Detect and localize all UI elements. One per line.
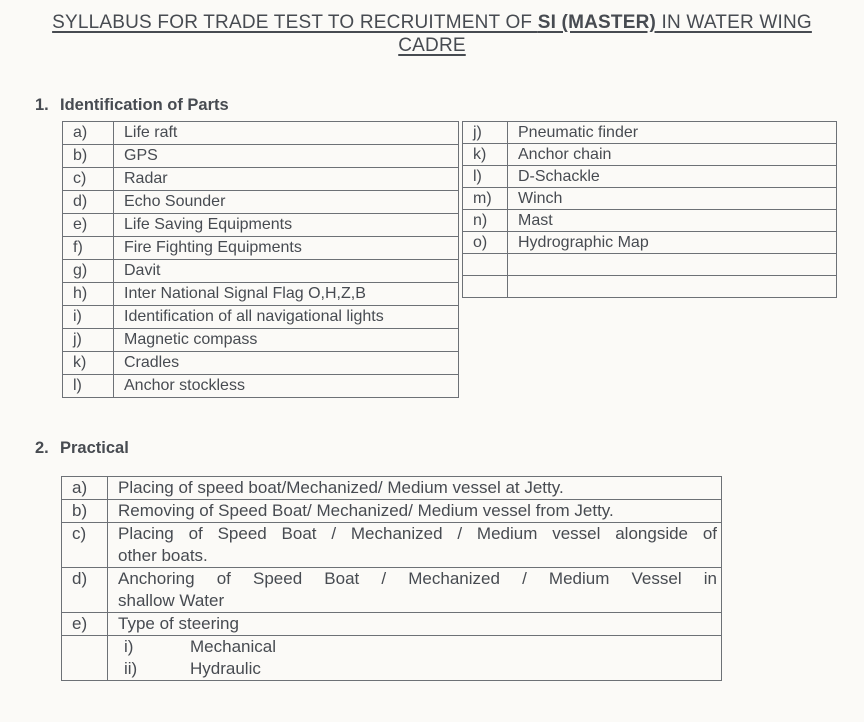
item-key-cell: j) — [463, 122, 508, 144]
item-label-cell — [108, 477, 722, 500]
practical-table — [61, 476, 722, 681]
table-row — [63, 237, 459, 260]
item-key-cell: d) — [63, 191, 114, 214]
item-key-cell: b) — [62, 500, 108, 523]
table-row — [63, 122, 459, 145]
sub-item — [118, 636, 717, 658]
table-row — [62, 523, 722, 568]
item-label-cell — [108, 500, 722, 523]
section-title: Practical — [60, 439, 129, 457]
item-key-cell: j) — [63, 329, 114, 352]
item-key-cell: i) — [63, 306, 114, 329]
item-label-cell: Pneumatic finder — [508, 122, 837, 144]
item-key-cell: m) — [463, 188, 508, 210]
item-label-line: Placing of speed boat/Mechanized/ Medium vessel at Jetty. — [118, 478, 564, 497]
item-key-cell: n) — [463, 210, 508, 232]
item-key-cell: c) — [63, 168, 114, 191]
item-key-cell: g) — [63, 260, 114, 283]
item-key-cell: e) — [63, 214, 114, 237]
table-row — [463, 276, 837, 298]
sub-item-label: Hydraulic — [190, 659, 261, 678]
title-segment: SYLLABUS FOR TRADE TEST TO RECRUITMENT OF — [52, 12, 538, 33]
item-key-cell — [463, 276, 508, 298]
table-row — [463, 210, 837, 232]
identification-table-right — [462, 121, 837, 298]
document-title — [0, 0, 864, 57]
item-label-cell — [108, 613, 722, 636]
item-key-cell — [463, 254, 508, 276]
table-row — [463, 254, 837, 276]
title-line2: CADRE — [398, 35, 466, 56]
item-key-cell: h) — [63, 283, 114, 306]
item-label-cell: Hydrographic Map — [508, 232, 837, 254]
item-label-line: Anchoring of Speed Boat / Mechanized / Medium Vessel in — [118, 569, 717, 588]
item-label-line: Type of steering — [118, 614, 239, 633]
item-label-cell: Identification of all navigational lights — [114, 306, 459, 329]
item-label-cell: Mast — [508, 210, 837, 232]
table-row — [63, 214, 459, 237]
item-label-cell — [108, 636, 722, 681]
item-label-cell — [508, 254, 837, 276]
table-row — [63, 375, 459, 398]
item-label-cell: Anchor chain — [508, 144, 837, 166]
item-key-cell: f) — [63, 237, 114, 260]
item-label-line: shallow Water — [118, 591, 225, 610]
item-label-cell — [108, 568, 722, 613]
table-row — [63, 306, 459, 329]
table-row — [62, 568, 722, 613]
item-label-cell: GPS — [114, 145, 459, 168]
table-row — [463, 188, 837, 210]
item-label-cell: Life raft — [114, 122, 459, 145]
item-key-cell: c) — [62, 523, 108, 568]
item-label-cell: Davit — [114, 260, 459, 283]
section-heading-practical — [35, 440, 864, 457]
item-key-cell: k) — [463, 144, 508, 166]
section-number: 1. — [35, 96, 49, 114]
table-row — [463, 144, 837, 166]
item-label-cell: Magnetic compass — [114, 329, 459, 352]
table-row — [63, 260, 459, 283]
sub-item-roman: ii) — [124, 659, 138, 678]
item-label-cell: Fire Fighting Equipments — [114, 237, 459, 260]
item-label-cell: Echo Sounder — [114, 191, 459, 214]
sub-item — [118, 658, 717, 680]
table-row — [63, 191, 459, 214]
item-label-cell: D-Schackle — [508, 166, 837, 188]
table-row — [63, 168, 459, 191]
table-row — [62, 636, 722, 681]
item-key-cell: l) — [463, 166, 508, 188]
item-label-cell: Cradles — [114, 352, 459, 375]
item-label-cell — [108, 523, 722, 568]
item-label-line: Placing of Speed Boat / Mechanized / Medium vessel alongside of — [118, 524, 717, 543]
sub-item-label: Mechanical — [190, 637, 276, 656]
identification-tables — [62, 121, 864, 398]
item-label-line: other boats. — [118, 546, 208, 565]
item-key-cell: e) — [62, 613, 108, 636]
table-row — [463, 232, 837, 254]
item-label-cell: Life Saving Equipments — [114, 214, 459, 237]
item-label-cell: Radar — [114, 168, 459, 191]
table-row — [63, 145, 459, 168]
item-key-cell: o) — [463, 232, 508, 254]
item-key-cell: b) — [63, 145, 114, 168]
table-row — [62, 500, 722, 523]
item-label-cell: Inter National Signal Flag O,H,Z,B — [114, 283, 459, 306]
table-row — [63, 283, 459, 306]
item-label-line: Removing of Speed Boat/ Mechanized/ Medium vessel from Jetty. — [118, 501, 614, 520]
identification-table-left — [62, 121, 459, 398]
item-key-cell: l) — [63, 375, 114, 398]
table-row — [463, 122, 837, 144]
section-heading-identification — [35, 97, 864, 114]
table-row — [62, 477, 722, 500]
item-key-cell: a) — [62, 477, 108, 500]
table-row — [63, 352, 459, 375]
section-number: 2. — [35, 439, 49, 457]
item-key-cell: a) — [63, 122, 114, 145]
title-bold-segment: SI (MASTER) — [537, 12, 657, 33]
table-row — [63, 329, 459, 352]
item-label-cell — [508, 276, 837, 298]
item-key-cell: k) — [63, 352, 114, 375]
title-segment: IN WATER WING — [656, 12, 812, 33]
item-key-cell — [62, 636, 108, 681]
table-row — [463, 166, 837, 188]
item-label-cell: Winch — [508, 188, 837, 210]
item-key-cell: d) — [62, 568, 108, 613]
item-label-cell: Anchor stockless — [114, 375, 459, 398]
table-row — [62, 613, 722, 636]
sub-item-roman: i) — [124, 637, 134, 656]
section-title: Identification of Parts — [60, 96, 229, 114]
